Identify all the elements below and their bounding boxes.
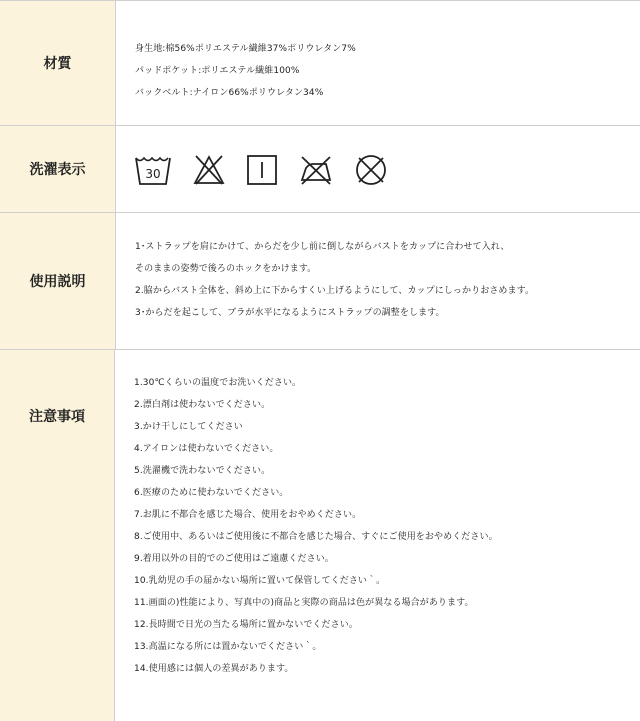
caution-row <box>0 350 640 721</box>
usage-line: そのままの姿勢で後ろのホックをかけます。 <box>135 264 317 274</box>
wash-30-icon <box>134 154 172 186</box>
caution-line: 12.長時間で日光の当たる場所に置かないでください。 <box>134 620 358 630</box>
usage-row <box>0 213 640 350</box>
caution-line: 7.お肌に不都合を感じた場合、使用をおやめください。 <box>134 510 362 520</box>
caution-line: 2.漂白剤は使わないでください。 <box>134 400 271 410</box>
caution-line: 6.医療のために使わないでください。 <box>134 488 289 498</box>
material-line: パッドポケット:ポリエステル繊維100% <box>135 66 300 76</box>
line-dry-icon <box>246 154 278 186</box>
material-label: 材質 <box>0 1 116 125</box>
no-iron-icon <box>299 154 333 186</box>
caution-line: 14.使用感には個人の差異があります。 <box>134 664 294 674</box>
usage-label: 使用説明 <box>0 213 116 349</box>
caution-line: 11.画面の)性能により、写真中の)商品と実際の商品は色が異なる場合があります。 <box>134 598 474 608</box>
material-row <box>0 1 640 126</box>
usage-line: 1･ストラップを肩にかけて、からだを少し前に倒しながらバストをカップに合わせて入れ、 <box>135 242 510 252</box>
material-line: バックベルト:ナイロン66%ポリウレタン34% <box>135 88 324 98</box>
caution-line: 10.乳幼児の手の届かない場所に置いて保管してください｀。 <box>134 576 386 586</box>
caution-line: 8.ご使用中、あるいはご使用後に不都合を感じた場合、すぐにご使用をおやめください。 <box>134 532 498 542</box>
caution-content <box>115 350 640 721</box>
caution-line: 5.洗濯機で洗わないでください。 <box>134 466 271 476</box>
caution-line: 1.30℃くらいの温度でお洗いください。 <box>134 378 302 388</box>
care-label: 洗濯表示 <box>0 126 116 212</box>
usage-line: 3･からだを起こして、ブラが水平になるようにストラップの調整をします。 <box>135 308 445 318</box>
material-line: 身生地:棉56%ポリエステル繊維37%ポリウレタン7% <box>135 44 356 54</box>
caution-line: 3.かけ干しにしてください <box>134 422 243 432</box>
care-content <box>116 126 640 212</box>
care-row <box>0 126 640 213</box>
caution-line: 9.着用以外の目的でのご使用はご遠慮ください。 <box>134 554 334 564</box>
usage-line: 2.脇からバスト全体を、斜め上に下からすくい上げるようにして、カップにしっかりおさめます。 <box>135 286 535 296</box>
wash-temperature: 30 <box>145 167 161 181</box>
caution-line: 13.高温になる所には置かないでください｀。 <box>134 642 322 652</box>
no-bleach-icon <box>193 154 225 186</box>
no-dry-clean-icon <box>354 153 388 187</box>
caution-line: 4.アイロンは使わないでください。 <box>134 444 279 454</box>
caution-label: 注意事項 <box>0 350 115 721</box>
care-icons <box>134 153 409 187</box>
usage-content <box>116 213 640 349</box>
material-content <box>116 1 640 125</box>
